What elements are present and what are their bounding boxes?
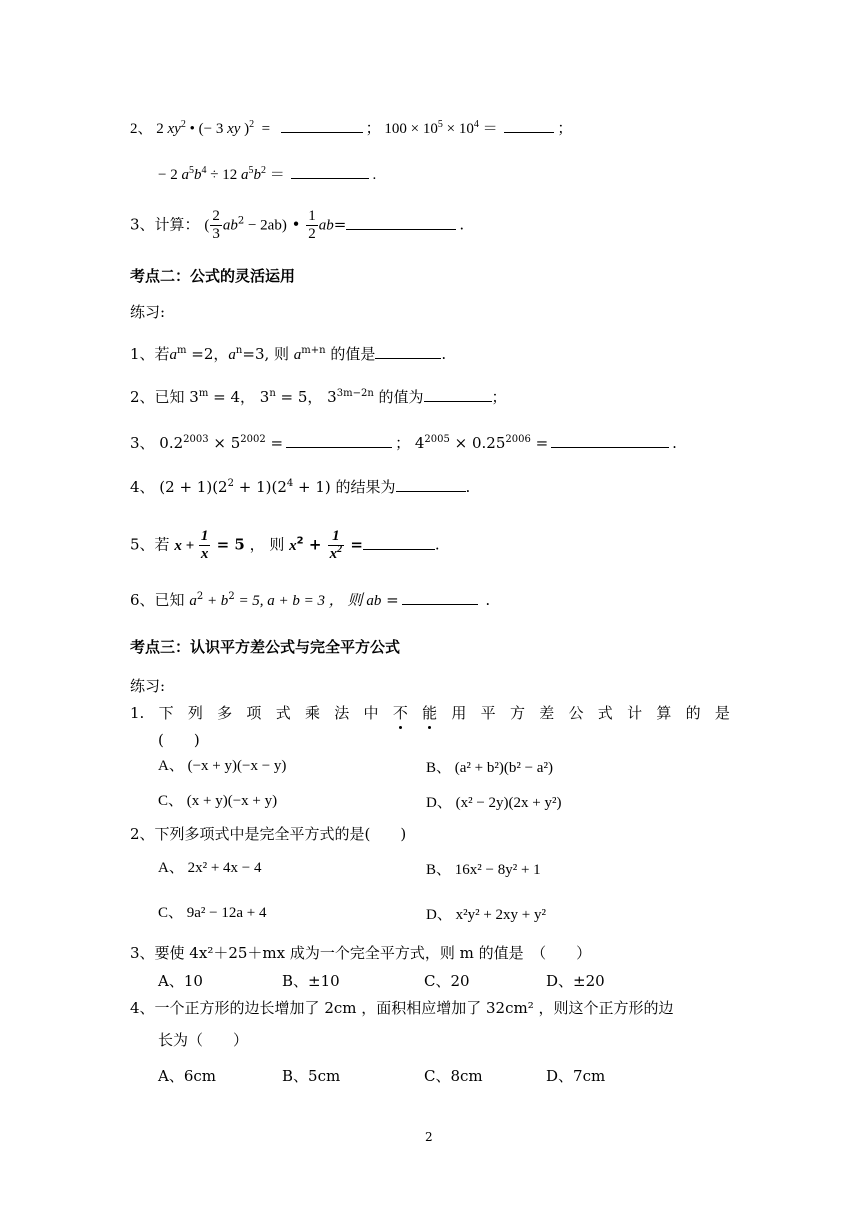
stem-char: 公: [568, 704, 584, 722]
answer-blank[interactable]: [286, 433, 392, 448]
section-title: 考点三：认识平方差公式与完全平方公式: [130, 638, 401, 656]
fraction: $\frac{1}{2}$: [308, 208, 316, 242]
practice-item-1: 1、若$a^m =2$，$a^n=3$, 则 $a^{m+n}$ 的值是 .: [130, 345, 447, 363]
stem-char: 列: [187, 704, 203, 722]
option-b[interactable]: B、 16x² − 8y² + 1: [426, 862, 541, 878]
option-b[interactable]: B、±10: [282, 972, 340, 990]
option-a[interactable]: A、 2x² + 4x − 4: [158, 860, 262, 876]
stem-char: 的: [685, 704, 701, 722]
option-b[interactable]: B、 (a² + b²)(b² − a²): [426, 760, 553, 776]
multiply-dot-icon: •: [291, 215, 301, 234]
option-d[interactable]: D、 (x² − 2y)(2x + y²): [426, 795, 562, 811]
page-number: 2: [425, 1130, 433, 1144]
option-a[interactable]: A、 (−x + y)(−x − y): [158, 758, 287, 774]
practice-item-3: 3、 $0.2^{2003} \times 5^{2002}$ = ； $4^{2005} \times 0.25^{2006}$ = .: [130, 434, 677, 452]
fraction: $\frac{2}{3}$: [212, 208, 220, 242]
stem-char: 式: [597, 704, 613, 722]
stem-char: 方: [509, 704, 525, 722]
practice-item-2: 2、已知 $3^m = 4$， $3^n = 5$， $3^{3m-2n}$ 的值为 ；: [130, 388, 507, 406]
stem-char: 平: [480, 704, 496, 722]
mc-question-1: [130, 703, 730, 723]
stem-char: 能: [422, 704, 438, 722]
answer-blank[interactable]: [281, 118, 363, 133]
q2-number: 2、: [130, 121, 153, 137]
stem-char: 多: [217, 704, 233, 722]
q3-line: 3、计算： ( $\frac{2}{3}$ $ab^2 - 2ab$) • $\frac{1}{2}$ ab= .: [130, 208, 465, 242]
practice-item-6: 6、已知 $a^2 + b^2 = 5$, a + b = 3 ， 则 ab = .: [130, 591, 491, 609]
answer-blank[interactable]: [346, 215, 456, 230]
stem-char: 法: [334, 704, 350, 722]
answer-paren: ( ): [158, 731, 200, 749]
option-b[interactable]: B、5cm: [282, 1067, 341, 1085]
answer-blank[interactable]: [396, 477, 466, 492]
answer-blank[interactable]: [291, 164, 369, 179]
stem-char: 式: [275, 704, 291, 722]
practice-label: 练习:: [130, 303, 166, 321]
option-d[interactable]: D、±20: [546, 972, 605, 990]
stem-char: 是: [714, 704, 730, 722]
mc-question-2: 2、下列多项式中是完全平方式的是( ): [130, 825, 407, 843]
option-d[interactable]: D、7cm: [546, 1067, 606, 1085]
answer-blank[interactable]: [424, 387, 492, 402]
stem-char: 下: [158, 704, 174, 722]
answer-blank[interactable]: [375, 344, 441, 359]
q2-line2: − 2 $a^5b^4 \div 12$ $a^5b^2$ ＝ .: [158, 165, 377, 183]
section-title: 考点二：公式的灵活运用: [130, 267, 296, 285]
option-d[interactable]: D、 x²y² + 2xy + y²: [426, 907, 546, 923]
stem-char: 中: [363, 704, 379, 722]
answer-blank[interactable]: [363, 535, 435, 550]
stem-char: 用: [451, 704, 467, 722]
practice-label: 练习:: [130, 677, 166, 695]
stem-char: 项: [246, 704, 262, 722]
q2-line1: 2、 2 $xy^2$ • (− 3 xy )$^2$ = ； $100 \times 10^5 \times 10^4$ ＝ ；: [130, 119, 573, 137]
option-c[interactable]: C、20: [424, 972, 470, 990]
stem-char: 乘: [304, 704, 320, 722]
mc-question-4-cont: 长为（ ）: [158, 1031, 249, 1049]
mc1-stem: 1. 下 列 多 项 式 乘 法 中 不 能 用 平 方 差 公 式 计 算 的 是: [130, 704, 730, 722]
option-a[interactable]: A、10: [158, 972, 203, 990]
stem-char: 不: [392, 704, 408, 722]
fraction: $\frac{1}{x^2}$: [329, 528, 343, 562]
option-c[interactable]: C、8cm: [424, 1067, 483, 1085]
option-a[interactable]: A、6cm: [158, 1067, 217, 1085]
answer-blank[interactable]: [551, 433, 669, 448]
fraction: $\frac{1}{x}$: [200, 528, 209, 562]
option-c[interactable]: C、 (x + y)(−x + y): [158, 793, 278, 809]
multiply-dot-icon: •: [189, 121, 195, 137]
practice-item-5: 5、若 x + $\frac{1}{x}$ = 5 ， 则 $x^2$ + $\frac{1}{x^2}$ = .: [130, 528, 440, 562]
mc-question-4: 4、一个正方形的边长增加了 2cm ，面积相应增加了 32cm² ，则这个正方形的边: [130, 999, 674, 1017]
answer-blank[interactable]: [402, 590, 478, 605]
stem-char: 算: [656, 704, 672, 722]
practice-item-4: 4、 $(2 + 1)(2^2 + 1)(2^4 + 1)$ 的结果为 .: [130, 478, 471, 496]
stem-char: 差: [539, 704, 555, 722]
answer-blank[interactable]: [504, 118, 554, 133]
mc-question-3: 3、要使 4x²＋25＋mx 成为一个完全平方式，则 m 的值是 （ ）: [130, 944, 592, 962]
stem-char: 计: [627, 704, 643, 722]
option-c[interactable]: C、 9a² − 12a + 4: [158, 905, 267, 921]
